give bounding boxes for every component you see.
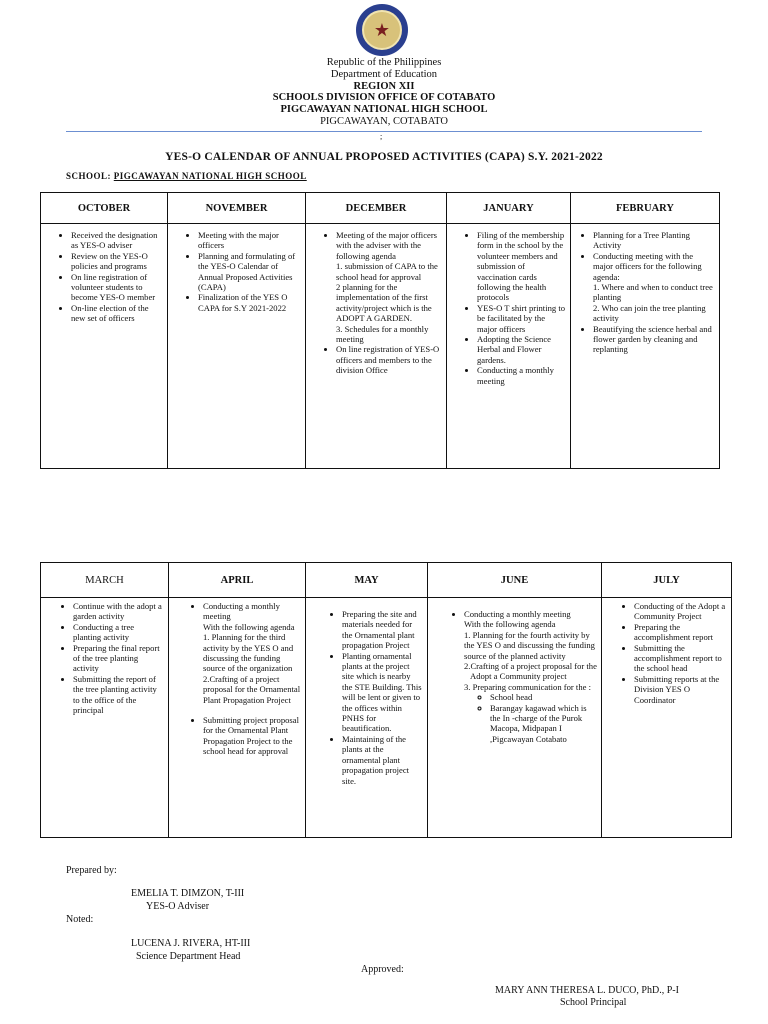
header-republic: Republic of the Philippines — [326, 57, 442, 68]
list-item — [593, 251, 715, 324]
school-name: PIGCAWAYAN NATIONAL HIGH SCHOOL — [113, 171, 307, 181]
month-october: OCTOBER — [41, 193, 168, 224]
list-item: • Received the designation as YES-O adviser — [71, 230, 163, 251]
list-item — [464, 609, 597, 744]
header-mark: ; — [380, 132, 383, 141]
list-item: • YES-O T shirt printing to be facilitated by the major officers — [477, 303, 566, 334]
list-item: • Planning for a Tree Planting Activity — [593, 230, 715, 251]
noted-label: Noted: — [66, 914, 94, 925]
april-activities — [169, 598, 306, 838]
month-march: MARCH — [41, 563, 169, 598]
approved-by-name: MARY ANN THERESA L. DUCO, PhD., P-I — [495, 985, 679, 996]
list-item: ◦ Barangay kagawad which is the In -charge of the Purok Macopa, Midpapan I ,Pigcawayan Cotabato — [490, 703, 593, 745]
deped-seal-logo — [356, 4, 408, 56]
agenda-line: 1. Planning for the third activity by the YES O and discussing the funding source of the organization — [203, 632, 294, 674]
agenda-line: With the following agenda — [464, 619, 556, 630]
month-january: JANUARY — [447, 193, 571, 224]
list-item: • Preparing the accomplishment report — [634, 622, 727, 643]
header-school: PIGCAWAYAN NATIONAL HIGH SCHOOL — [280, 104, 488, 116]
list-item: • On line registration of YES-O officers and members to the division Office — [336, 344, 442, 375]
list-item: • On-line election of the new set of officers — [71, 303, 163, 324]
prepared-by-title: YES-O Adviser — [146, 901, 210, 912]
activities-row — [41, 598, 732, 838]
month-header-row — [41, 193, 720, 224]
list-item: • Filing of the membership form in the school by the volunteer members and submission of vaccination cards following the health protocols — [477, 230, 566, 303]
month-may: MAY — [306, 563, 428, 598]
prepared-by-label: Prepared by: — [66, 865, 117, 876]
list-item: • Planting ornamental plants at the project site which is nearby the STE Building. This will be lent or given to the offices within PNHS for beautification. — [342, 651, 423, 734]
agenda-line: Adopt a Community project — [470, 671, 567, 682]
list-item: ◦ School head — [490, 692, 593, 702]
agenda-line: With the following agenda — [203, 621, 295, 632]
list-item: • Beautifying the science herbal and flower garden by cleaning and replanting — [593, 324, 715, 355]
list-item — [203, 601, 301, 705]
march-activities — [41, 598, 169, 838]
december-activities — [306, 224, 447, 469]
agenda-line: 1. submission of CAPA to the school head for approval — [336, 261, 438, 282]
june-activities — [428, 598, 602, 838]
calendar-table-oct-feb — [40, 192, 720, 469]
july-activities — [602, 598, 732, 838]
list-item: • On line registration of volunteer students to become YES-O member — [71, 272, 163, 303]
list-item: • Planning and formulating of the YES-O Calendar of Annual Proposed Activities (CAPA) — [198, 251, 301, 293]
school-label: SCHOOL: — [66, 171, 114, 181]
list-item: • Maintaining of the plants at the ornamental plant propagation project site. — [342, 734, 423, 786]
list-item-text: Conducting meeting with the major officers for the following agenda: — [593, 250, 702, 282]
document-title: YES-O CALENDAR OF ANNUAL PROPOSED ACTIVITIES (CAPA) S.Y. 2021-2022 — [165, 151, 603, 163]
october-activities — [41, 224, 168, 469]
header-divider — [66, 131, 702, 132]
calendar-table-mar-jul — [40, 562, 732, 838]
agenda-line: 2 planning for the implementation of the first activity/project which is the ADOPT A GARDEN. — [336, 282, 432, 324]
header-location: PIGCAWAYAN, COTABATO — [320, 115, 448, 127]
list-item-text: Conducting a monthly meeting — [464, 609, 571, 619]
agenda-line: 2. Who can join the tree planting activity — [593, 302, 706, 324]
list-item: • Meeting with the major officers — [198, 230, 301, 251]
noted-by-name: LUCENA J. RIVERA, HT-III — [131, 938, 251, 949]
agenda-line: 2.Crafting of a project proposal for the Ornamental Plant Propagation Project — [203, 673, 301, 705]
list-item: • Conducting a monthly meeting — [477, 365, 566, 386]
approved-by-title: School Principal — [560, 997, 627, 1008]
list-item: • Finalization of the YES O CAPA for S.Y 2021-2022 — [198, 292, 301, 313]
february-activities — [571, 224, 720, 469]
agenda-line: 2.Crafting of a project proposal for the — [464, 661, 597, 672]
month-february: FEBRUARY — [571, 193, 720, 224]
noted-by-title: Science Department Head — [136, 951, 241, 962]
list-item: • Preparing the final report of the tree planting activity — [73, 643, 164, 674]
list-item — [336, 230, 442, 344]
letterhead — [0, 57, 768, 128]
month-july: JULY — [602, 563, 732, 598]
list-item: • Submitting the accomplishment report to the school head — [634, 643, 727, 674]
list-item: • Continue with the adopt a garden activity — [73, 601, 164, 622]
list-item-text: Meeting of the major officers with the adviser with the following agenda — [336, 230, 438, 261]
list-item: • Adopting the Science Herbal and Flower gardens. — [477, 334, 566, 365]
month-april: APRIL — [169, 563, 306, 598]
list-item: • Review on the YES-O policies and programs — [71, 251, 163, 272]
january-activities — [447, 224, 571, 469]
agenda-line: 1. Planning for the fourth activity by the YES O and discussing the funding source of the planned activity — [464, 629, 595, 661]
agenda-line: 3. Preparing communication for the : — [464, 681, 591, 692]
header-division: SCHOOLS DIVISION OFFICE OF COTABATO — [272, 92, 496, 104]
list-item: • Submitting reports at the Division YES O Coordinator — [634, 674, 727, 705]
list-item: • Submitting project proposal for the Ornamental Plant Propagation Project to the school head for approval — [203, 715, 301, 757]
list-item-text: Conducting a monthly meeting — [203, 601, 280, 622]
month-december: DECEMBER — [306, 193, 447, 224]
list-item: • Preparing the site and materials needed for the Ornamental plant propagation Project — [342, 609, 423, 651]
month-header-row — [41, 563, 732, 598]
agenda-line: 1. Where and when to conduct tree planting — [593, 282, 713, 303]
activities-row — [41, 224, 720, 469]
header-region: REGION XII — [353, 80, 415, 92]
may-activities — [306, 598, 428, 838]
month-june: JUNE — [428, 563, 602, 598]
list-item: • Conducting a tree planting activity — [73, 622, 164, 643]
seal-emblem-icon: ★ — [362, 10, 402, 50]
list-item: • Conducting of the Adopt a Community Project — [634, 601, 727, 622]
school-line — [66, 171, 307, 181]
header-department: Department of Education — [330, 68, 438, 80]
agenda-line: 3. Schedules for a monthly meeting — [336, 323, 429, 345]
month-november: NOVEMBER — [168, 193, 306, 224]
prepared-by-name: EMELIA T. DIMZON, T-III — [131, 888, 245, 899]
approved-label: Approved: — [361, 964, 404, 975]
november-activities — [168, 224, 306, 469]
list-item: • Submitting the report of the tree planting activity to the office of the principal — [73, 674, 164, 716]
